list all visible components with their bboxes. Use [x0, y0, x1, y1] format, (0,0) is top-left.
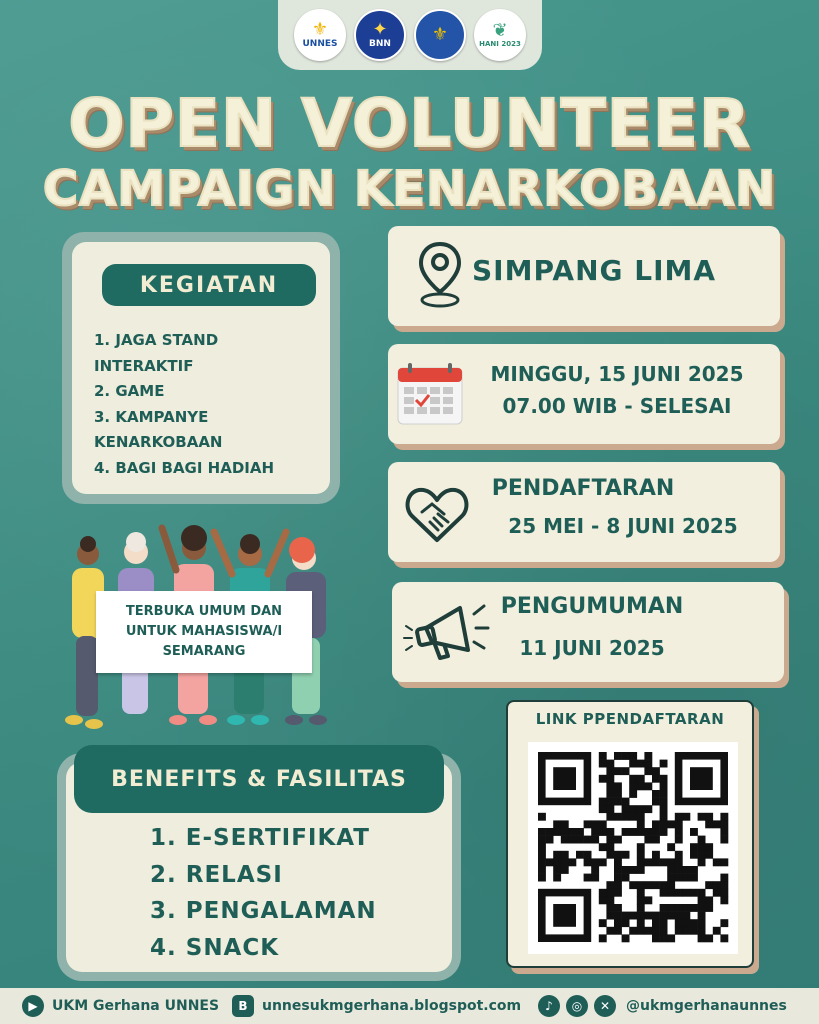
calendar-icon [396, 362, 464, 426]
location-label: SIMPANG LIMA [472, 254, 717, 287]
instagram-icon: ◎ [566, 995, 588, 1017]
announcement-date: 11 JUNI 2025 [519, 636, 665, 660]
list-item: 1. JAGA STAND [94, 331, 219, 349]
list-item: 1. E-SERTIFIKAT [150, 825, 371, 851]
public-note-line: UNTUK MAHASISWA/I [125, 624, 283, 639]
list-item: KENARKOBAAN [94, 433, 223, 452]
date-card [388, 344, 780, 444]
social-handle: @ukmgerhanaunnes [626, 998, 787, 1014]
event-time: 07.00 WIB - SELESAI [502, 394, 732, 418]
list-item: 2. RELASI [150, 861, 283, 888]
footer [0, 988, 819, 1024]
footer-social[interactable] [538, 995, 787, 1017]
kegiatan-list [94, 328, 324, 482]
list-item: INTERAKTIF [94, 356, 194, 375]
footer-youtube[interactable] [22, 995, 219, 1017]
blog-url: unnesukmgerhana.blogspot.com [262, 998, 522, 1014]
registration-dates: 25 MEI - 8 JUNI 2025 [508, 514, 738, 538]
kegiatan-heading: KEGIATAN [102, 264, 316, 306]
list-item: 4. SNACK [150, 934, 280, 961]
hani-logo: ❦ HANI 2023 [474, 9, 526, 61]
logo-bar [278, 0, 542, 70]
kegiatan-card [62, 232, 340, 504]
list-item: 2. GAME [94, 382, 165, 401]
announcement-title: PENGUMUMAN [500, 594, 684, 619]
registration-title: PENDAFTARAN [491, 476, 675, 501]
ukm-gerhana-logo: ⚜ [414, 9, 466, 61]
qr-code-icon [528, 742, 738, 954]
youtube-channel: UKM Gerhana UNNES [52, 998, 220, 1014]
event-date: MINGGU, 15 JUNI 2025 [490, 362, 744, 386]
public-note-line: TERBUKA UMUM DAN [125, 604, 283, 619]
kegiatan-panel [72, 242, 330, 494]
footer-blog[interactable] [232, 995, 521, 1017]
unnes-logo: ⚜ UNNES [294, 9, 346, 61]
handshake-icon [404, 482, 470, 544]
location-card [388, 226, 780, 326]
announcement-card [392, 582, 784, 682]
blogger-icon: B [232, 995, 254, 1017]
page-title: OPEN VOLUNTEER [68, 85, 751, 162]
tiktok-icon: ♪ [538, 995, 560, 1017]
youtube-icon: ▶ [22, 995, 44, 1017]
list-item: 3. KAMPANYE [94, 407, 209, 426]
qr-label: LINK PPENDAFTARAN [535, 710, 725, 728]
public-note-line: SEMARANG [162, 644, 246, 659]
list-item: 3. PENGALAMAN [150, 898, 377, 924]
qr-card [506, 700, 754, 968]
public-note-sign [96, 591, 312, 673]
x-icon: ✕ [594, 995, 616, 1017]
list-item: 4. BAGI BAGI HADIAH [94, 458, 275, 477]
map-pin-icon [416, 240, 464, 310]
megaphone-icon [402, 596, 492, 668]
page-subtitle: CAMPAIGN KENARKOBAAN [42, 161, 777, 217]
benefits-list [150, 820, 410, 966]
bnn-logo: ✦ BNN [354, 9, 406, 61]
registration-card [388, 462, 780, 562]
registration-qr-code[interactable] [528, 742, 738, 954]
benefits-heading: BENEFITS & FASILITAS [74, 745, 444, 813]
